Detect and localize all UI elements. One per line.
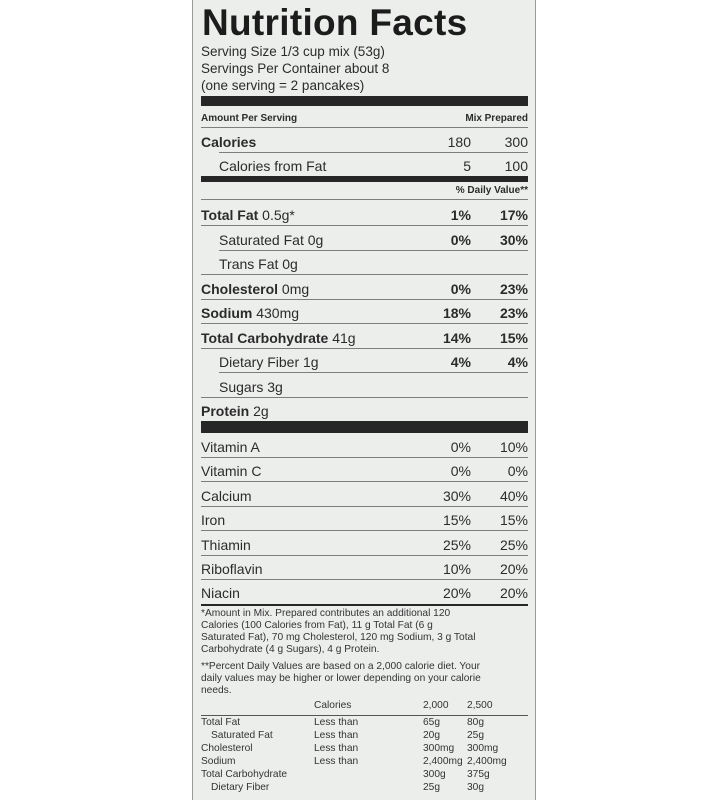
vitamin-name: Calcium [201, 487, 252, 504]
thick-divider [201, 96, 528, 106]
vitamin-mix-dv: 25% [442, 536, 471, 553]
amount-header [201, 113, 528, 124]
footnote-line: *Amount in Mix. Prepared contributes an additional 120 [201, 608, 451, 619]
nutrient-row [201, 201, 528, 225]
dv-2500-value: 30g [467, 782, 484, 793]
nutrient-amount: 0mg [278, 280, 310, 297]
nutrient-prepared-dv: 23% [499, 280, 528, 297]
dv-table-header [201, 700, 528, 714]
mix-column-label: Mix [465, 113, 482, 124]
dv-table-row [201, 730, 528, 743]
nutrient-name: Saturated Fat 0g [219, 231, 324, 248]
vitamin-prepared-dv: 0% [507, 463, 528, 480]
serving-note: (one serving = 2 pancakes) [201, 78, 365, 93]
dv-nutrient: Dietary Fiber [211, 782, 270, 793]
dv-2000-label: 2,000 [423, 700, 449, 711]
nutrient-name: Sugars 3g [219, 378, 283, 395]
vitamin-row [201, 506, 528, 530]
label-title: Nutrition Facts [202, 2, 468, 43]
vitamin-name: Niacin [201, 585, 240, 602]
vitamin-prepared-dv: 25% [499, 536, 528, 553]
nutrient-row [201, 299, 528, 323]
dv-table-row [201, 717, 528, 730]
dv-nutrient: Cholesterol [201, 743, 253, 754]
dv-2000-value: 25g [423, 782, 440, 793]
thick-divider [201, 421, 528, 433]
nutrition-label [192, 0, 536, 800]
vitamin-mix-dv: 15% [442, 512, 471, 529]
vitamin-prepared-dv: 20% [499, 585, 528, 602]
dv-2500-value: 80g [467, 717, 484, 728]
vitamin-row [201, 555, 528, 579]
nutrient-row [201, 250, 528, 274]
daily-value-header: % Daily Value** [455, 185, 528, 196]
vitamin-mix-dv: 10% [442, 561, 471, 577]
footnote-amount [201, 608, 528, 656]
nutrient-row [201, 397, 528, 421]
divider [201, 604, 528, 606]
vitamin-row [201, 433, 528, 457]
vitamin-name: Thiamin [201, 536, 251, 553]
medium-divider [201, 176, 528, 182]
vitamin-prepared-dv: 40% [499, 487, 528, 504]
vitamin-mix-dv: 0% [450, 463, 471, 480]
calories-fat-prepared: 100 [504, 158, 528, 174]
dv-2000-value: 2,400mg [423, 756, 463, 767]
dv-nutrient: Sodium [201, 756, 236, 767]
calories-fat-mix: 5 [463, 158, 471, 174]
vitamin-row [201, 482, 528, 506]
vitamin-row [201, 531, 528, 555]
dv-table-row [201, 743, 528, 756]
nutrient-mix-dv: 0% [450, 280, 471, 297]
dv-2500-value: 375g [467, 769, 490, 780]
nutrient-prepared-dv: 4% [507, 354, 528, 370]
calories-row [201, 128, 528, 152]
dv-2000-value: 20g [423, 730, 440, 741]
dv-2000-value: 65g [423, 717, 440, 728]
nutrient-prepared-dv: 15% [499, 329, 528, 346]
nutrient-name: Dietary Fiber 1g [219, 354, 319, 370]
nutrient-amount: 430mg [252, 305, 300, 321]
nutrient-name: Protein [201, 403, 250, 419]
calories-fat-label: Calories from Fat [219, 158, 327, 174]
dv-2500-label: 2,500 [467, 700, 493, 711]
footnote-line: Calories (100 Calories from Fat), 11 g Total Fat (6 g [201, 620, 433, 631]
dv-2500-value: 25g [467, 730, 484, 741]
dv-nutrient: Total Fat [201, 717, 241, 728]
nutrient-amount: 41g [328, 329, 356, 346]
nutrient-name: Total Fat [201, 207, 259, 223]
dv-table-row [201, 756, 528, 769]
serving-size: Serving Size 1/3 cup mix (53g) [201, 44, 385, 59]
nutrient-name: Trans Fat 0g [219, 256, 298, 272]
dv-nutrient: Saturated Fat [211, 730, 273, 741]
vitamin-row [201, 579, 528, 603]
dv-2000-value: 300g [423, 769, 446, 780]
vitamin-row [201, 457, 528, 481]
vitamin-prepared-dv: 20% [499, 561, 528, 577]
nutrient-prepared-dv: 23% [499, 305, 528, 321]
dv-condition: Less than [314, 743, 359, 754]
vitamin-prepared-dv: 10% [499, 439, 528, 455]
nutrient-name: Total Carbohydrate [201, 329, 329, 346]
dv-condition: Less than [314, 730, 359, 741]
footnote-line: Saturated Fat), 70 mg Cholesterol, 120 mg Sodium, 3 g Total [201, 632, 476, 643]
nutrient-amount: 0.5g* [258, 207, 295, 223]
dv-2500-value: 300mg [467, 743, 499, 754]
nutrient-amount: 2g [249, 403, 269, 419]
nutrient-mix-dv: 14% [442, 329, 471, 346]
vitamin-name: Vitamin A [201, 439, 260, 455]
calories-mix: 180 [447, 134, 471, 150]
vitamin-mix-dv: 30% [442, 487, 471, 504]
vitamin-mix-dv: 0% [450, 439, 471, 455]
dv-condition: Less than [314, 756, 359, 767]
footnote-line: needs. [201, 685, 232, 696]
dv-table-row [201, 782, 528, 795]
divider [201, 715, 528, 716]
nutrient-name: Cholesterol [201, 280, 279, 297]
calories-fat-row [201, 152, 528, 176]
calories-prepared: 300 [504, 134, 528, 150]
divider [201, 199, 528, 200]
amount-per-serving-label: Amount Per Serving [201, 113, 298, 124]
vitamin-mix-dv: 20% [442, 585, 471, 602]
dv-calories-label: Calories [314, 700, 352, 711]
prepared-column-label: Prepared [484, 113, 528, 124]
nutrient-prepared-dv: 17% [499, 207, 528, 223]
nutrient-row [201, 275, 528, 299]
vitamin-name: Vitamin C [201, 463, 262, 480]
dv-2500-value: 2,400mg [467, 756, 507, 767]
nutrient-row [201, 226, 528, 250]
calories-label: Calories [201, 134, 257, 150]
nutrient-prepared-dv: 30% [499, 231, 528, 248]
vitamin-name: Riboflavin [201, 561, 263, 577]
nutrient-mix-dv: 18% [442, 305, 471, 321]
nutrient-row [201, 324, 528, 348]
dv-2000-value: 300mg [423, 743, 455, 754]
footnote-line: **Percent Daily Values are based on a 2,000 calorie diet. Your [201, 661, 481, 672]
footnote-line: Carbohydrate (4 g Sugars), 4 g Protein. [201, 644, 380, 655]
servings-per-container: Servings Per Container about 8 [201, 61, 390, 76]
nutrient-mix-dv: 4% [450, 354, 471, 370]
dv-condition: Less than [314, 717, 359, 728]
nutrient-name: Sodium [201, 305, 253, 321]
nutrient-mix-dv: 1% [450, 207, 471, 223]
dv-nutrient: Total Carbohydrate [201, 769, 288, 780]
footnote-line: daily values may be higher or lower depending on your calorie [201, 673, 481, 684]
nutrient-row [201, 373, 528, 397]
footnote-daily-values [201, 661, 528, 697]
dv-table-row [201, 769, 528, 782]
vitamin-prepared-dv: 15% [499, 512, 528, 529]
nutrient-mix-dv: 0% [450, 231, 471, 248]
nutrient-row [201, 348, 528, 372]
vitamin-name: Iron [201, 512, 226, 529]
